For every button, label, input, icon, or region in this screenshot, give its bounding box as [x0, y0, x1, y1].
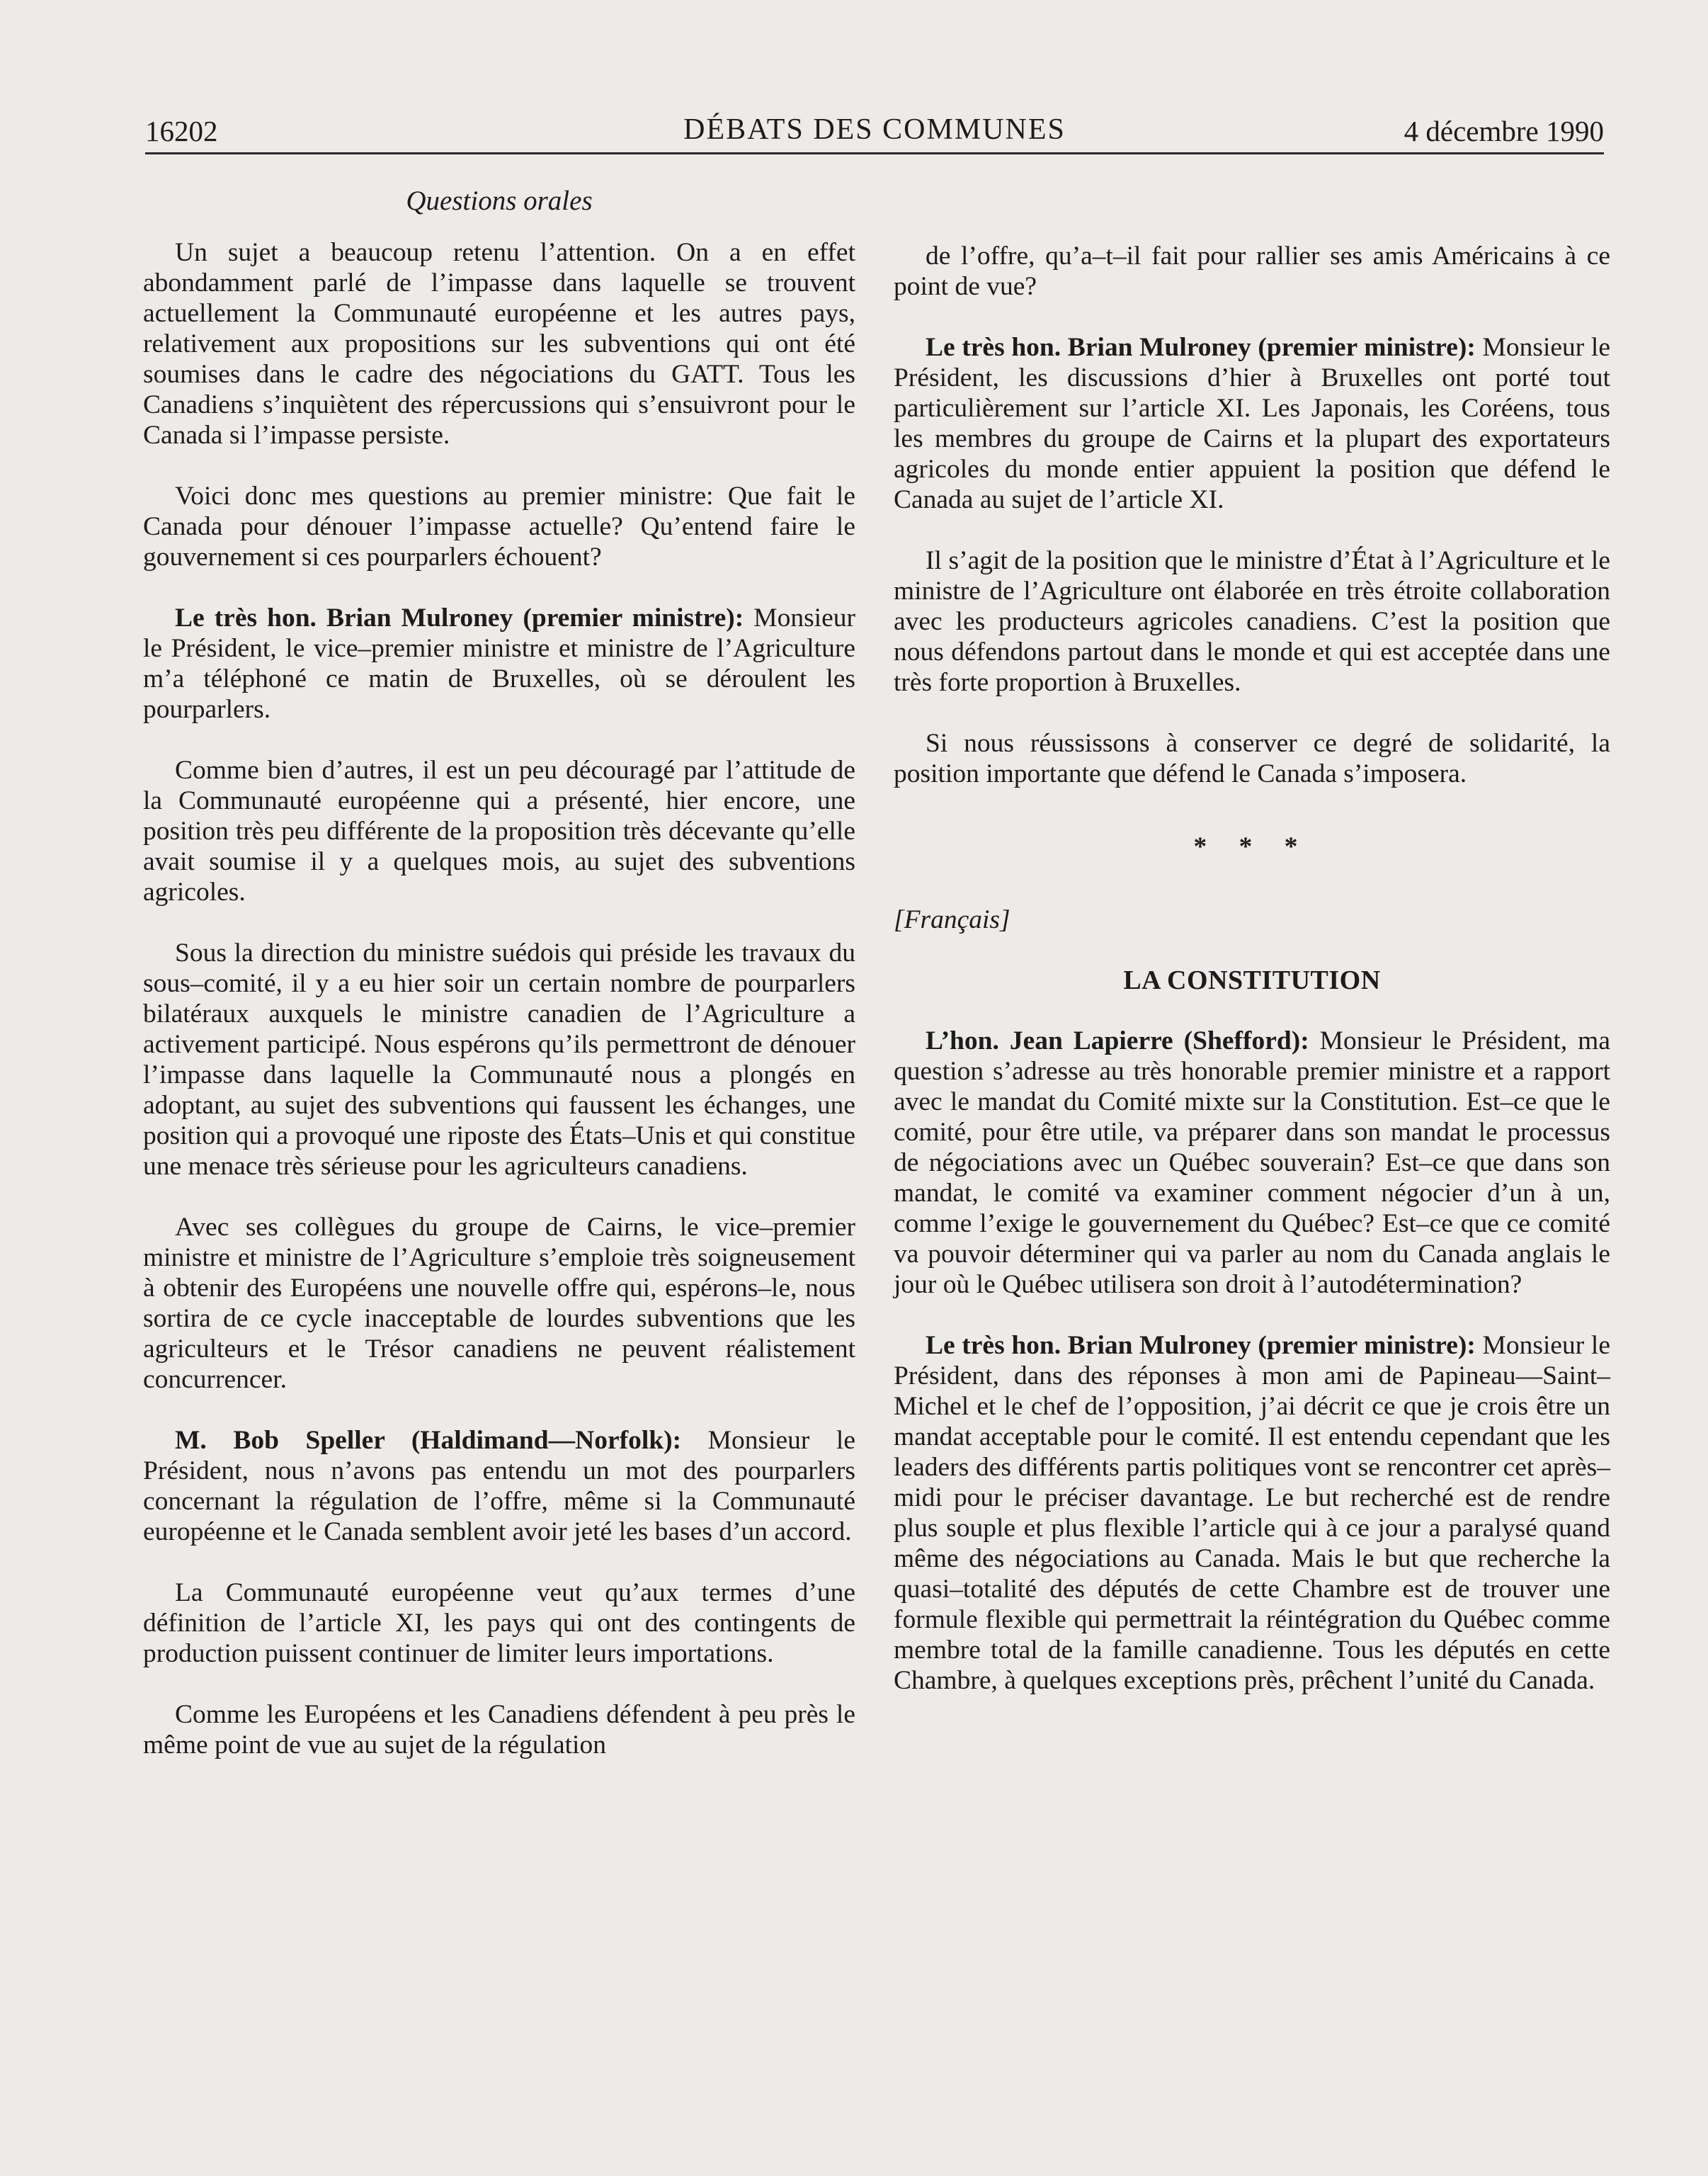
language-marker — [894, 905, 1610, 935]
page-date: 4 décembre 1990 — [1404, 115, 1604, 147]
paragraph — [894, 1330, 1610, 1696]
right-column — [894, 241, 1610, 1726]
paragraph-text: Monsieur le Président, nous n’avons pas entendu un mot des pourparlers concernant la régulation de l’offre, même si la Communauté européenne et le Canada semblent avoir jeté les bases d’un accord. — [143, 1426, 855, 1546]
paragraph — [143, 1425, 855, 1547]
page-header — [145, 110, 1604, 154]
paragraph-text: Monsieur le Président, les discussions d’hier à Bruxelles ont porté tout particulièrement sur l’article XI. Les Japonais, les Coréens, tous les membres du groupe de Cairns et la plupart des exportateurs agricoles du monde entier appuient la position que défend le Canada au sujet de l’article XI. — [894, 333, 1610, 514]
paragraph — [143, 1212, 855, 1395]
paragraph — [894, 332, 1610, 515]
paragraph — [143, 237, 855, 450]
paragraph-text: Il s’agit de la position que le ministre d’État à l’Agriculture et le ministre de l’Agriculture ont élaborée en très étroite collaboration avec les producteurs agricoles canadiens. C’est la position que nous défendons partout dans le monde et qui est acceptée dans une très forte proportion à Bruxelles. — [894, 546, 1610, 697]
paragraph-text: Un sujet a beaucoup retenu l’attention. On a en effet abondamment parlé de l’impasse dans laquelle se trouvent actuellement la Communauté européenne et les autres pays, relativement aux propositions sur les subventions qui ont été soumises dans le cadre des négociations du GATT. Tous les Canadiens s’inquiètent des répercussions qui s’ensuivront pour le Canada si l’impasse persiste. — [143, 238, 855, 450]
page-number: 16202 — [145, 115, 218, 147]
paragraph-text: de l’offre, qu’a–t–il fait pour rallier ses amis Américains à ce point de vue? — [894, 242, 1610, 301]
right-paragraphs-top — [894, 241, 1610, 789]
section-heading: LA CONSTITUTION — [1123, 965, 1381, 995]
paragraph — [894, 1026, 1610, 1300]
left-paragraphs — [143, 237, 855, 1760]
speaker-name: Le très hon. Brian Mulroney (premier ministre): — [926, 333, 1476, 362]
journal-title: DÉBATS DES COMMUNES — [683, 113, 1066, 146]
speaker-name: Le très hon. Brian Mulroney (premier ministre): — [926, 1331, 1476, 1360]
speaker-name: Le très hon. Brian Mulroney (premier ministre): — [175, 604, 744, 633]
speaker-name: M. Bob Speller (Haldimand—Norfolk): — [175, 1426, 682, 1455]
paragraph-text: Monsieur le Président, le vice–premier ministre et ministre de l’Agriculture m’a téléphoné ce matin de Bruxelles, où se déroulent les pourparlers. — [143, 604, 855, 724]
section-label: Questions orales — [406, 186, 593, 216]
paragraph — [143, 755, 855, 907]
right-paragraphs-bottom — [894, 1026, 1610, 1696]
paragraph — [143, 603, 855, 725]
paragraph — [894, 241, 1610, 302]
paragraph — [143, 1577, 855, 1669]
paragraph — [143, 481, 855, 572]
paragraph-text: Si nous réussissons à conserver ce degré de solidarité, la position importante que défend le Canada s’imposera. — [894, 729, 1610, 788]
paragraph-text: Monsieur le Président, dans des réponses à mon ami de Papineau—Saint–Michel et le chef de l’opposition, j’ai décrit ce que je crois être un mandat acceptable pour le comité. Il est entendu cependant que les leaders des différents partis politiques vont se rencontrer cet après–midi pour le préciser davantage. Le but recherché est de rendre plus souple et plus flexible l’article qui à ce jour a paralysé quand même des négociations au Canada. Mais le but que recherche la quasi–totalité des députés de cette Chambre est de trouver une formule flexible qui permettrait la réintégration du Québec comme membre total de la famille canadienne. Tous les députés en cette Chambre, à quelques exceptions près, prêchent l’unité du Canada. — [894, 1331, 1610, 1695]
paragraph-text: Avec ses collègues du groupe de Cairns, le vice–premier ministre et ministre de l’Agriculture s’emploie très soigneusement à obtenir des Européens une nouvelle offre qui, espérons–le, nous sortira de ce cycle inacceptable de lourdes subventions que les agriculteurs et le Trésor canadiens ne peuvent réalistement concurrencer. — [143, 1213, 855, 1394]
paragraph — [143, 1699, 855, 1760]
paragraph — [894, 545, 1610, 698]
paragraph-text: Sous la direction du ministre suédois qui préside les travaux du sous–comité, il y a eu hier soir un certain nombre de pourparlers bilatéraux auxquels le ministre canadien de l’Agriculture a activement participé. Nous espérons qu’ils permettront de dénouer l’impasse dans laquelle la Communauté nous a plongés en adoptant, au sujet des subventions qui faussent les échanges, une position qui a provoqué une riposte des États–Unis et qui constitue une menace très sérieuse pour les agriculteurs canadiens. — [143, 939, 855, 1181]
paragraph-text: La Communauté européenne veut qu’aux termes d’une définition de l’article XI, les pays qui ont des contingents de production puissent continuer de limiter leurs importations. — [143, 1578, 855, 1668]
section-separator: * * * — [1193, 832, 1311, 861]
paragraph-text: Voici donc mes questions au premier ministre: Que fait le Canada pour dénouer l’impasse actuelle? Qu’entend faire le gouvernement si ces pourparlers échouent? — [143, 482, 855, 572]
left-column — [143, 186, 855, 1791]
paragraph — [894, 728, 1610, 789]
paragraph-text: Comme les Européens et les Canadiens défendent à peu près le même point de vue au sujet de la régulation — [143, 1700, 855, 1760]
paragraph-text: Comme bien d’autres, il est un peu découragé par l’attitude de la Communauté européenne qui a présenté, hier encore, une position très peu différente de la proposition très décevante qu’elle avait soumise il y a quelques mois, au sujet des subventions agricoles. — [143, 756, 855, 907]
language-marker-text: [Français] — [894, 905, 1010, 934]
paragraph-text: Monsieur le Président, ma question s’adresse au très honorable premier ministre et a rapport avec le mandat du Comité mixte sur la Constitution. Est–ce que le comité, pour être utile, va préparer dans son mandat le processus de négociations avec un Québec souverain? Est–ce que dans son mandat, le comité va examiner comment négocier d’un à un, comme l’exige le gouvernement du Québec? Est–ce que ce comité va pouvoir déterminer qui va parler au nom du Canada anglais le jour où le Québec utilisera son droit à l’autodétermination? — [894, 1026, 1610, 1299]
paragraph — [143, 938, 855, 1182]
speaker-name: L’hon. Jean Lapierre (Shefford): — [926, 1026, 1309, 1055]
